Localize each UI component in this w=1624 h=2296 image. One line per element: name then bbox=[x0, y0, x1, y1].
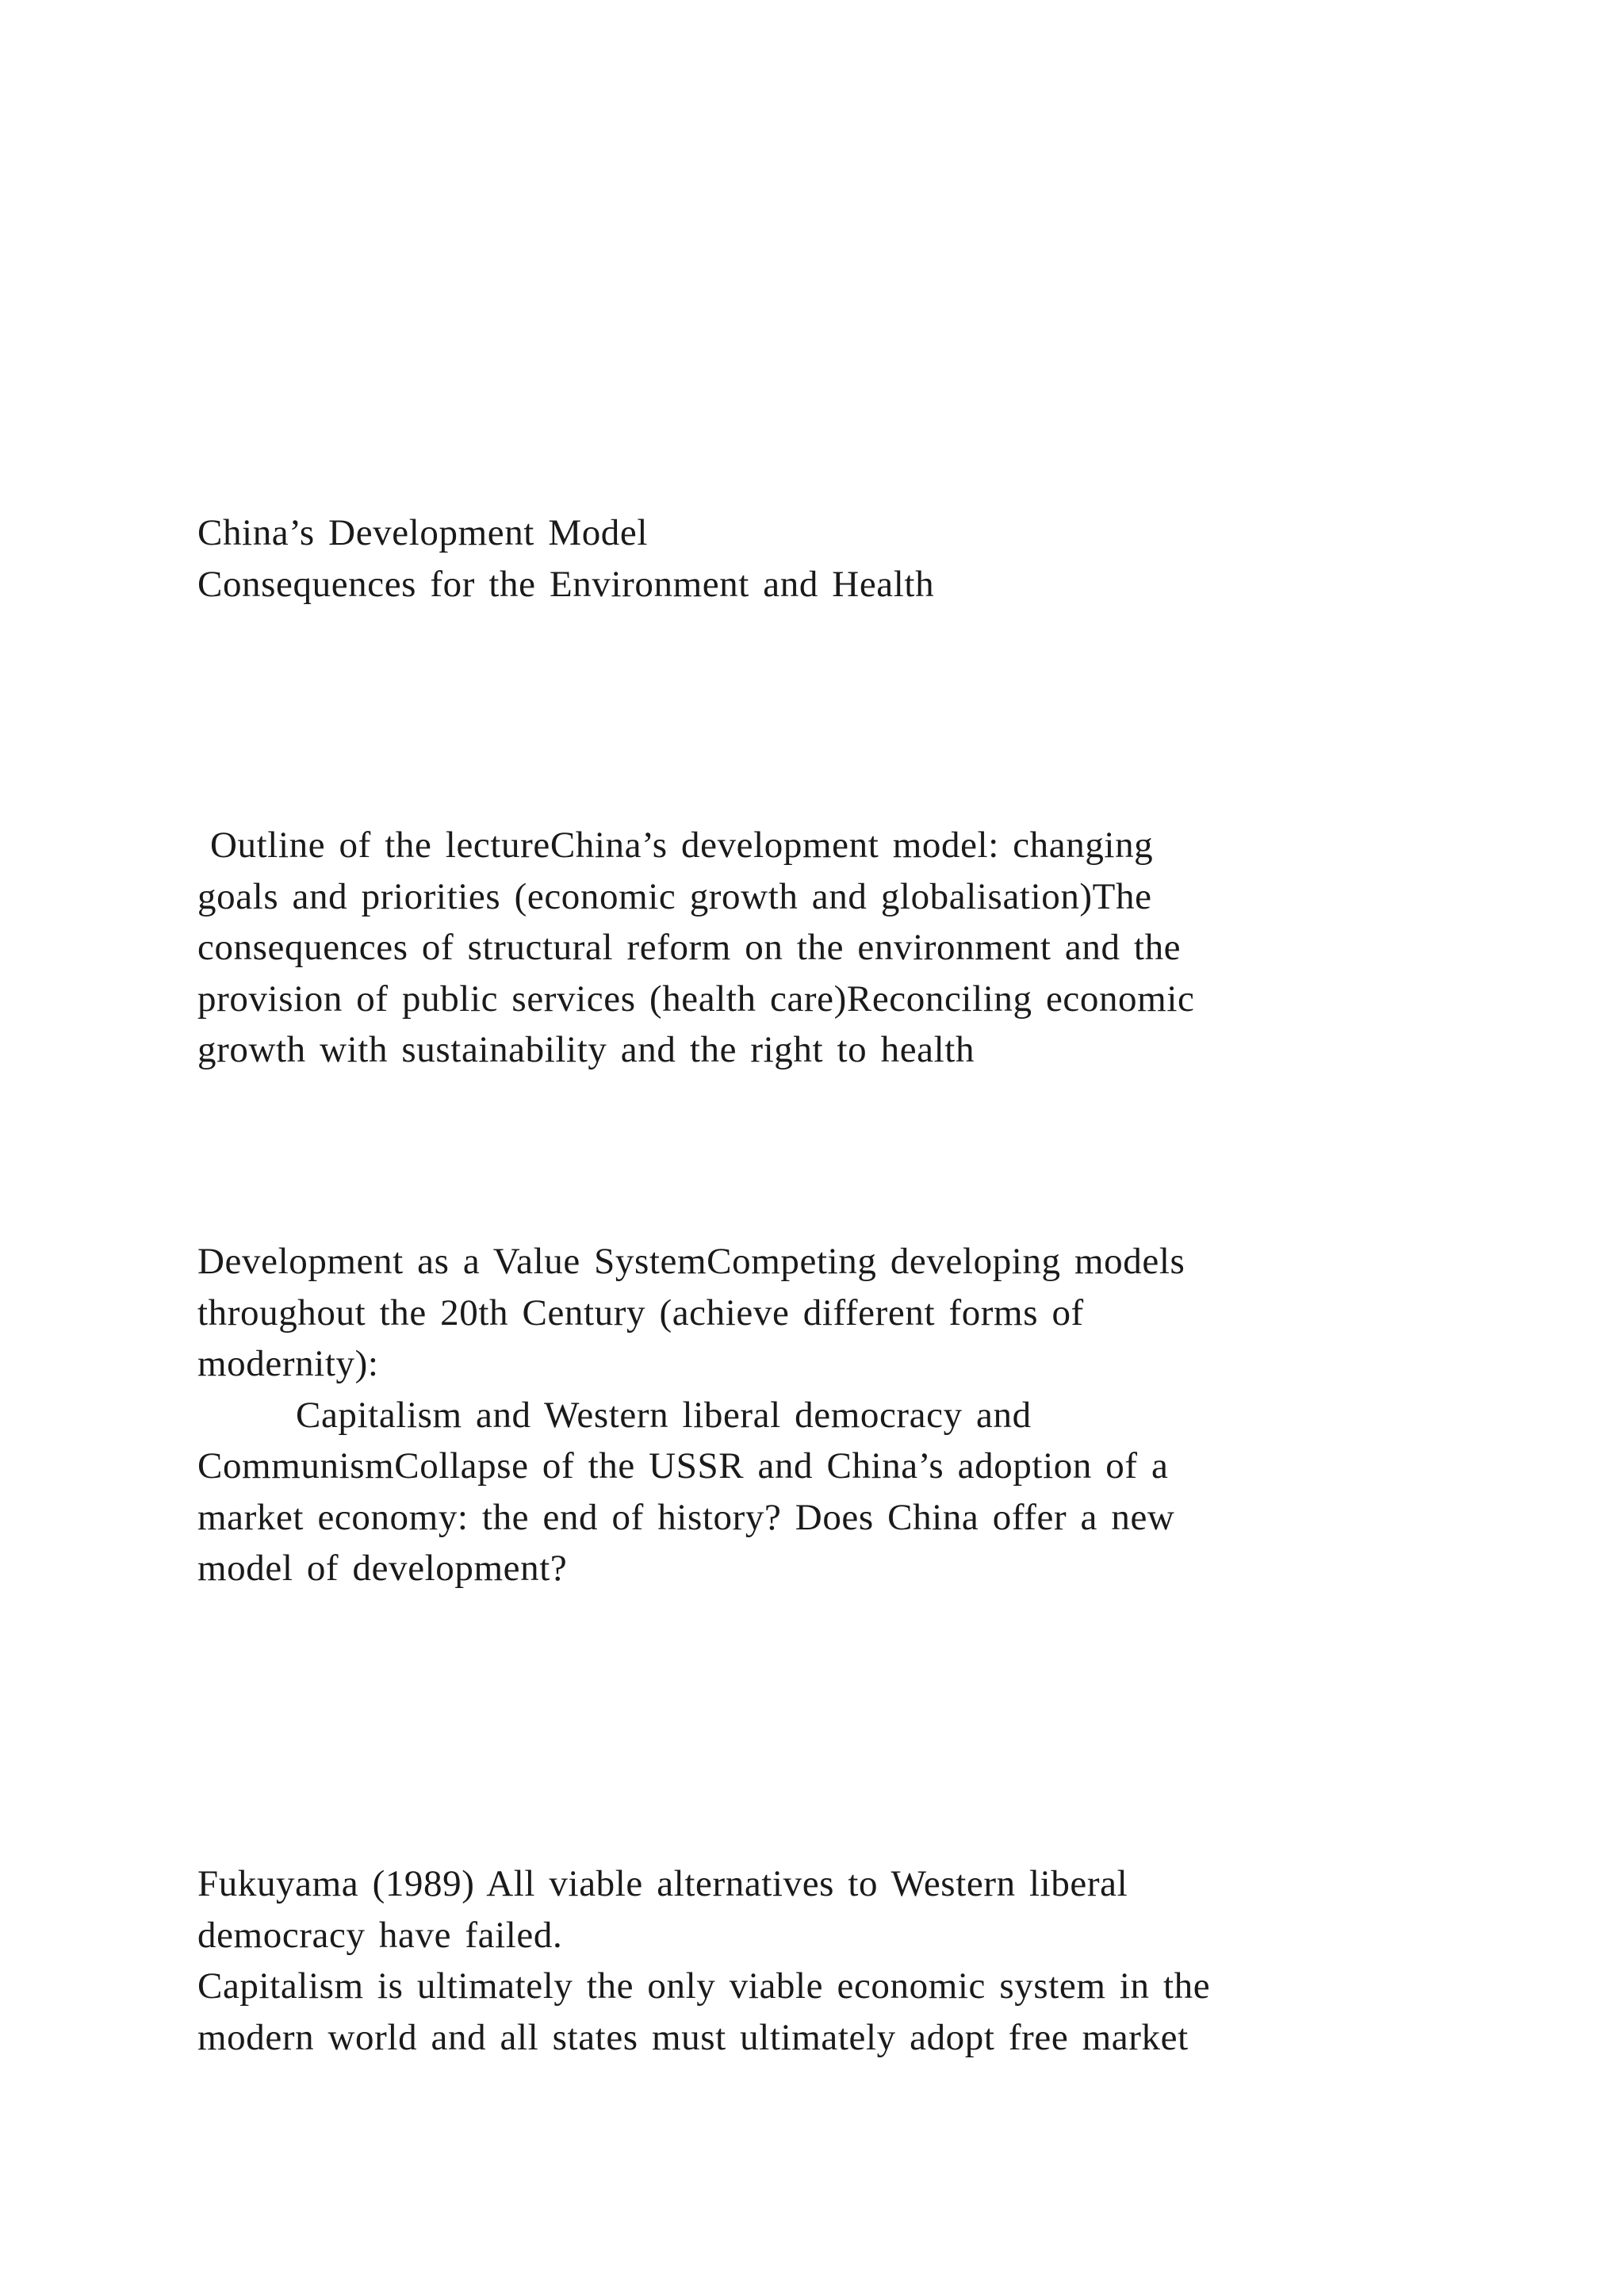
development-line: market economy: the end of history? Does China offer a new bbox=[197, 1496, 1175, 1538]
title-line: China’s Development Model bbox=[197, 512, 649, 553]
fukuyama-line: modern world and all states must ultimately adopt free market bbox=[197, 2016, 1189, 2058]
outline-line: Outline of the lectureChina’s development model: changing bbox=[210, 825, 1154, 866]
outline-line: growth with sustainability and the right to health bbox=[197, 1029, 975, 1070]
outline-line: provision of public services (health care)Reconciling economic bbox=[197, 978, 1195, 1020]
subtitle-line: Consequences for the Environment and Health bbox=[197, 563, 935, 605]
outline-line: goals and priorities (economic growth and globalisation)The bbox=[197, 875, 1152, 917]
fukuyama-paragraph bbox=[197, 1858, 1434, 2063]
development-line: Capitalism and Western liberal democracy and bbox=[296, 1394, 1032, 1436]
outline-line: consequences of structural reform on the environment and the bbox=[197, 927, 1182, 968]
development-line: model of development? bbox=[197, 1548, 568, 1589]
development-line: modernity): bbox=[197, 1343, 379, 1384]
fukuyama-line: Fukuyama (1989) All viable alternatives to Western liberal bbox=[197, 1863, 1128, 1904]
development-line: CommunismCollapse of the USSR and China’s adoption of a bbox=[197, 1445, 1169, 1487]
development-paragraph bbox=[197, 1236, 1434, 1594]
development-line: Development as a Value SystemCompeting developing models bbox=[197, 1241, 1185, 1282]
lecture-title bbox=[197, 507, 1434, 610]
development-line: throughout the 20th Century (achieve different forms of bbox=[197, 1292, 1084, 1334]
fukuyama-line: Capitalism is ultimately the only viable economic system in the bbox=[197, 1965, 1211, 2007]
outline-paragraph bbox=[197, 820, 1434, 1076]
fukuyama-line: democracy have failed. bbox=[197, 1914, 563, 1956]
